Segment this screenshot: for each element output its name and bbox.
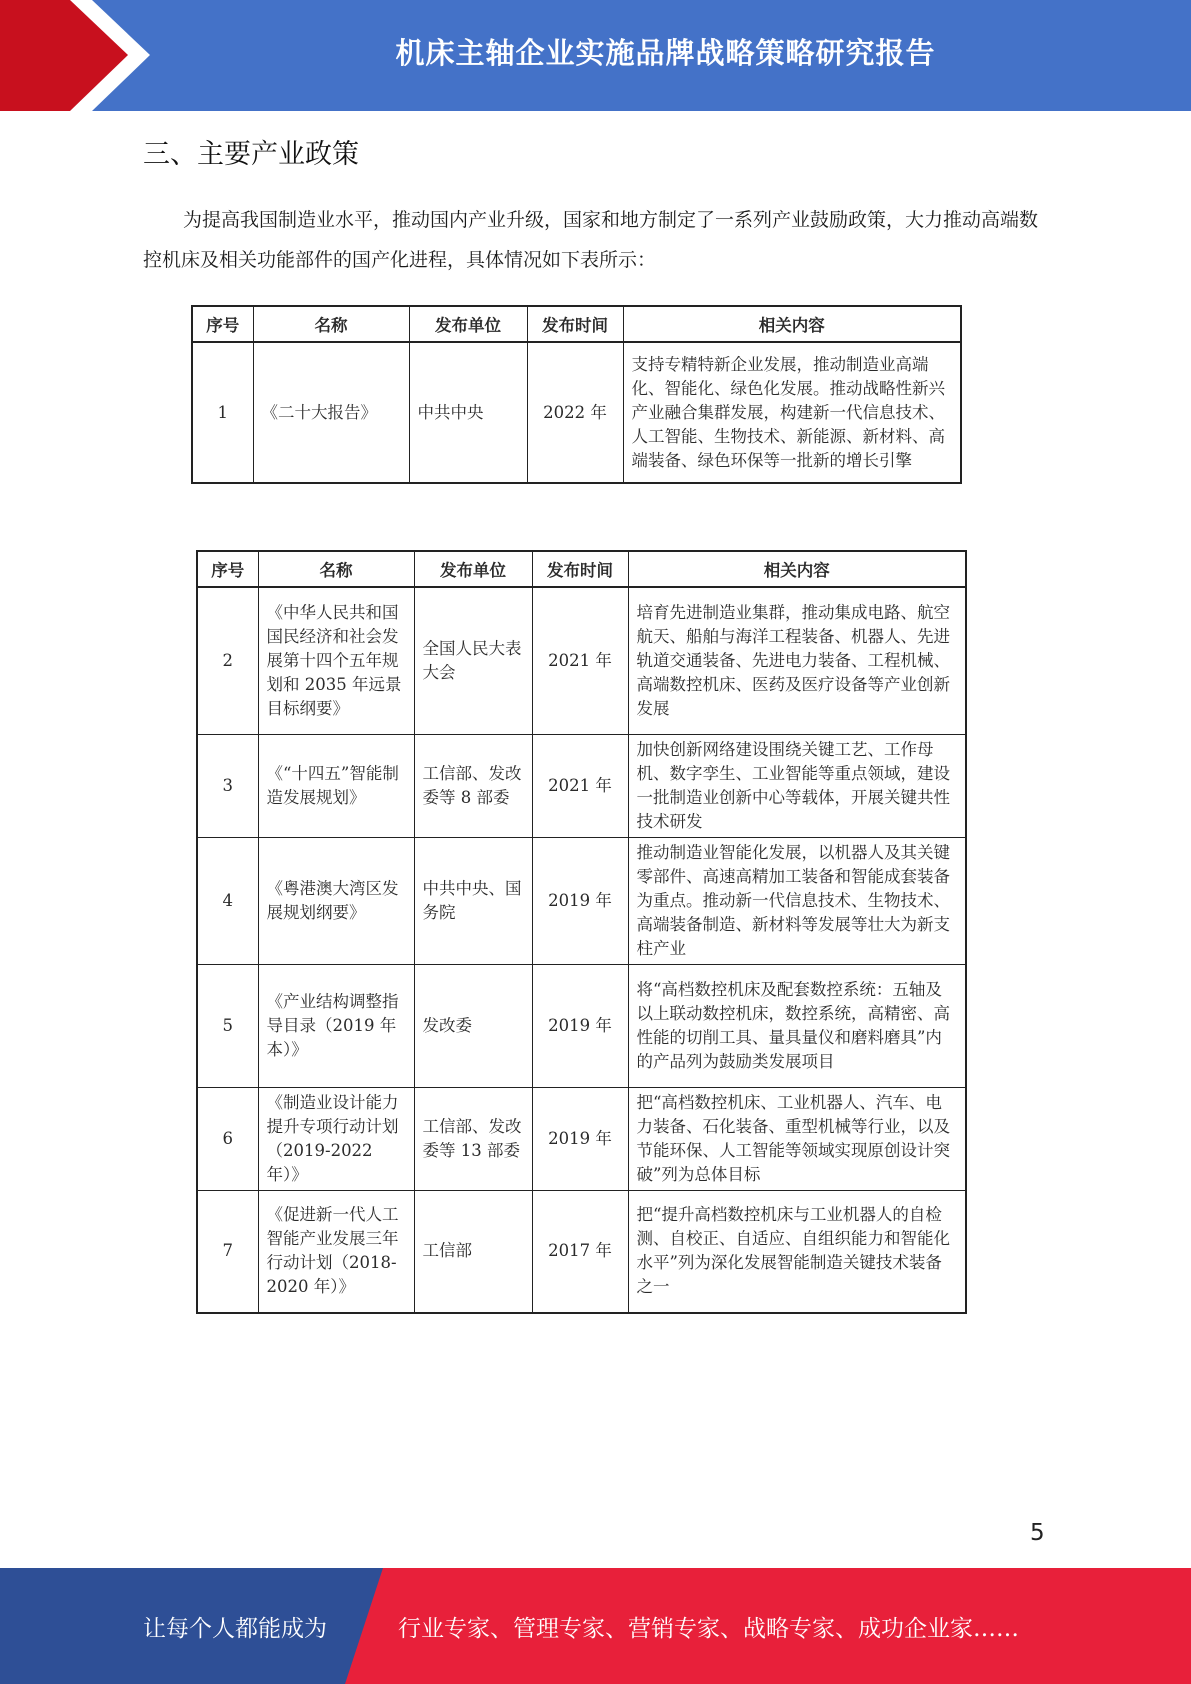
- header-org: 发布单位: [414, 551, 532, 587]
- table-header-row: [192, 306, 961, 342]
- cell-content: 把“高档数控机床、工业机器人、汽车、电力装备、石化装备、重型机械等行业，以及节能环保、人工智能等领域实现原创设计突破”列为总体目标: [628, 1087, 966, 1190]
- cell-name: 《中华人民共和国国民经济和社会发展第十四个五年规划和 2035 年远景目标纲要》: [258, 587, 414, 734]
- cell-date: 2019 年: [532, 964, 628, 1087]
- cell-no: 3: [197, 734, 258, 837]
- cell-no: 7: [197, 1190, 258, 1313]
- intro-paragraph: 为提高我国制造业水平，推动国内产业升级，国家和地方制定了一系列产业鼓励政策，大力推动高端数控机床及相关功能部件的国产化进程，具体情况如下表所示：: [143, 209, 1039, 271]
- footer-banner: [0, 1568, 1191, 1684]
- table-row: [192, 342, 961, 483]
- cell-date: 2019 年: [532, 1087, 628, 1190]
- cell-name: 《制造业设计能力提升专项行动计划（2019-2022 年）》: [258, 1087, 414, 1190]
- cell-no: 5: [197, 964, 258, 1087]
- page-number: 5: [1030, 1520, 1045, 1546]
- table-row: [197, 734, 966, 837]
- cell-no: 4: [197, 837, 258, 964]
- cell-org: 中共中央、国务院: [414, 837, 532, 964]
- header-date: 发布时间: [527, 306, 623, 342]
- cell-content: 将“高档数控机床及配套数控系统：五轴及以上联动数控机床，数控系统，高精密、高性能的切削工具、量具量仪和磨料磨具”内的产品列为鼓励类发展项目: [628, 964, 966, 1087]
- header-chevron-icon: [0, 0, 160, 111]
- cell-name: 《二十大报告》: [253, 342, 409, 483]
- cell-no: 6: [197, 1087, 258, 1190]
- header-banner: [0, 0, 1191, 111]
- table-row: [197, 1190, 966, 1313]
- header-name: 名称: [253, 306, 409, 342]
- section-heading: 三、主要产业政策: [143, 139, 359, 170]
- cell-date: 2017 年: [532, 1190, 628, 1313]
- cell-org: 工信部、发改委等 13 部委: [414, 1087, 532, 1190]
- header-name: 名称: [258, 551, 414, 587]
- table-row: [197, 1087, 966, 1190]
- cell-name: 《粤港澳大湾区发展规划纲要》: [258, 837, 414, 964]
- document-title: 机床主轴企业实施品牌战略策略研究报告: [395, 36, 936, 70]
- cell-org: 全国人民大表大会: [414, 587, 532, 734]
- cell-org: 工信部: [414, 1190, 532, 1313]
- cell-date: 2022 年: [527, 342, 623, 483]
- table-row: [197, 964, 966, 1087]
- cell-date: 2021 年: [532, 734, 628, 837]
- table-row: [197, 837, 966, 964]
- header-content: 相关内容: [623, 306, 961, 342]
- policy-table-2: [196, 550, 967, 1314]
- header-content: 相关内容: [628, 551, 966, 587]
- header-no: 序号: [197, 551, 258, 587]
- cell-content: 加快创新网络建设围绕关键工艺、工作母机、数字孪生、工业智能等重点领域，建设一批制造业创新中心等载体，开展关键共性技术研发: [628, 734, 966, 837]
- header-date: 发布时间: [532, 551, 628, 587]
- cell-content: 支持专精特新企业发展，推动制造业高端化、智能化、绿色化发展。推动战略性新兴产业融合集群发展，构建新一代信息技术、人工智能、生物技术、新能源、新材料、高端装备、绿色环保等一批新的增长引擎: [623, 342, 961, 483]
- cell-date: 2019 年: [532, 837, 628, 964]
- cell-content: 把“提升高档数控机床与工业机器人的自检测、自校正、自适应、自组织能力和智能化水平”列为深化发展智能制造关键技术装备之一: [628, 1190, 966, 1313]
- cell-name: 《产业结构调整指导目录（2019 年本）》: [258, 964, 414, 1087]
- footer-slogan-right: 行业专家、管理专家、营销专家、战略专家、成功企业家……: [398, 1615, 1019, 1642]
- cell-content: 培育先进制造业集群，推动集成电路、航空航天、船舶与海洋工程装备、机器人、先进轨道交通装备、先进电力装备、工程机械、高端数控机床、医药及医疗设备等产业创新发展: [628, 587, 966, 734]
- header-org: 发布单位: [409, 306, 527, 342]
- table-row: [197, 587, 966, 734]
- cell-name: 《“十四五”智能制造发展规划》: [258, 734, 414, 837]
- footer-slogan-left: 让每个人都能成为: [143, 1615, 327, 1642]
- cell-date: 2021 年: [532, 587, 628, 734]
- cell-org: 中共中央: [409, 342, 527, 483]
- cell-org: 发改委: [414, 964, 532, 1087]
- header-no: 序号: [192, 306, 253, 342]
- cell-no: 1: [192, 342, 253, 483]
- cell-no: 2: [197, 587, 258, 734]
- table-header-row: [197, 551, 966, 587]
- cell-name: 《促进新一代人工智能产业发展三年行动计划（2018-2020 年）》: [258, 1190, 414, 1313]
- cell-org: 工信部、发改委等 8 部委: [414, 734, 532, 837]
- cell-content: 推动制造业智能化发展，以机器人及其关键零部件、高速高精加工装备和智能成套装备为重点。推动新一代信息技术、生物技术、高端装备制造、新材料等发展等壮大为新支柱产业: [628, 837, 966, 964]
- policy-table-1: [191, 305, 962, 484]
